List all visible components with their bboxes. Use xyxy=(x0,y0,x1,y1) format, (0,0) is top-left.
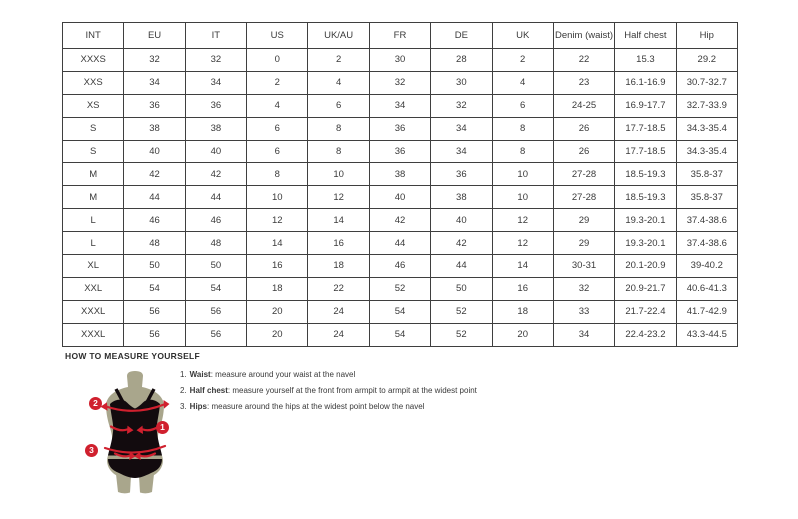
mannequin-illustration xyxy=(80,368,190,496)
table-cell: 30 xyxy=(431,71,492,94)
table-row xyxy=(63,49,738,72)
table-cell: 27-28 xyxy=(553,163,614,186)
table-cell: 30.7-32.7 xyxy=(676,71,737,94)
table-cell: 34.3-35.4 xyxy=(676,140,737,163)
table-cell: 56 xyxy=(185,300,246,323)
measurement-marker-chest: 2 xyxy=(89,397,102,410)
table-cell: 4 xyxy=(247,94,308,117)
column-header: UK/AU xyxy=(308,23,369,49)
step-text: : measure around your waist at the navel xyxy=(210,370,356,379)
table-cell: 21.7-22.4 xyxy=(615,300,676,323)
column-header: INT xyxy=(63,23,124,49)
table-cell: 22 xyxy=(553,49,614,72)
table-cell: 34 xyxy=(431,140,492,163)
table-cell: 32 xyxy=(185,49,246,72)
table-cell: 19.3-20.1 xyxy=(615,232,676,255)
table-cell: 40 xyxy=(431,209,492,232)
table-row xyxy=(63,209,738,232)
table-cell: 4 xyxy=(308,71,369,94)
table-cell: 14 xyxy=(247,232,308,255)
table-cell: 38 xyxy=(431,186,492,209)
table-cell: 37.4-38.6 xyxy=(676,232,737,255)
table-cell: 29 xyxy=(553,232,614,255)
table-cell: 17.7-18.5 xyxy=(615,117,676,140)
table-cell: 32 xyxy=(553,277,614,300)
table-cell: XXXL xyxy=(63,323,124,346)
table-cell: 54 xyxy=(369,300,430,323)
table-cell: 38 xyxy=(124,117,185,140)
table-cell: 18.5-19.3 xyxy=(615,186,676,209)
table-cell: 12 xyxy=(492,232,553,255)
table-row xyxy=(63,300,738,323)
table-cell: 30-31 xyxy=(553,255,614,278)
column-header: EU xyxy=(124,23,185,49)
column-header: DE xyxy=(431,23,492,49)
table-cell: 52 xyxy=(431,300,492,323)
table-cell: 10 xyxy=(492,163,553,186)
table-cell: 16.9-17.7 xyxy=(615,94,676,117)
table-row xyxy=(63,140,738,163)
table-cell: 56 xyxy=(124,300,185,323)
table-row xyxy=(63,277,738,300)
table-cell: 44 xyxy=(431,255,492,278)
column-header: Half chest xyxy=(615,23,676,49)
table-cell: 24 xyxy=(308,323,369,346)
table-cell: 8 xyxy=(308,117,369,140)
table-header-row xyxy=(63,23,738,49)
table-row xyxy=(63,163,738,186)
measure-step-half-chest xyxy=(180,383,477,399)
measurement-marker-waist: 1 xyxy=(156,421,169,434)
table-row xyxy=(63,94,738,117)
table-cell: XXXS xyxy=(63,49,124,72)
table-cell: 24 xyxy=(308,300,369,323)
step-number: 1. xyxy=(180,370,187,379)
table-cell: 20.1-20.9 xyxy=(615,255,676,278)
table-cell: 8 xyxy=(492,117,553,140)
table-cell: 29.2 xyxy=(676,49,737,72)
column-header: FR xyxy=(369,23,430,49)
table-cell: M xyxy=(63,186,124,209)
table-cell: 14 xyxy=(492,255,553,278)
table-row xyxy=(63,323,738,346)
table-cell: 38 xyxy=(185,117,246,140)
table-cell: 32 xyxy=(124,49,185,72)
table-cell: S xyxy=(63,140,124,163)
table-cell: 32 xyxy=(431,94,492,117)
table-cell: 41.7-42.9 xyxy=(676,300,737,323)
table-cell: 54 xyxy=(124,277,185,300)
table-cell: 40 xyxy=(185,140,246,163)
table-cell: 48 xyxy=(185,232,246,255)
table-cell: 2 xyxy=(308,49,369,72)
table-row xyxy=(63,71,738,94)
table-cell: 35.8-37 xyxy=(676,186,737,209)
table-cell: 44 xyxy=(185,186,246,209)
table-cell: 46 xyxy=(185,209,246,232)
table-cell: 26 xyxy=(553,140,614,163)
table-cell: 16.1-16.9 xyxy=(615,71,676,94)
step-term: Waist xyxy=(189,370,211,379)
table-cell: 40 xyxy=(369,186,430,209)
table-cell: 46 xyxy=(124,209,185,232)
table-cell: 28 xyxy=(431,49,492,72)
table-cell: 30 xyxy=(369,49,430,72)
table-cell: 20.9-21.7 xyxy=(615,277,676,300)
table-cell: 18 xyxy=(308,255,369,278)
step-text: : measure yourself at the front from armpit to armpit at the widest point xyxy=(227,386,477,395)
measure-instructions-list xyxy=(180,367,477,415)
table-cell: 42 xyxy=(124,163,185,186)
table-cell: 2 xyxy=(492,49,553,72)
measure-step-hips xyxy=(180,399,477,415)
table-cell: 19.3-20.1 xyxy=(615,209,676,232)
table-cell: 29 xyxy=(553,209,614,232)
size-chart-table xyxy=(62,22,738,347)
table-cell: 34 xyxy=(124,71,185,94)
table-cell: 2 xyxy=(247,71,308,94)
table-row xyxy=(63,232,738,255)
step-text: : measure around the hips at the widest point below the navel xyxy=(207,402,425,411)
table-cell: 34 xyxy=(431,117,492,140)
table-cell: 12 xyxy=(492,209,553,232)
table-cell: 16 xyxy=(247,255,308,278)
column-header: UK xyxy=(492,23,553,49)
table-cell: 36 xyxy=(369,140,430,163)
column-header: Denim (waist) xyxy=(553,23,614,49)
table-cell: 8 xyxy=(308,140,369,163)
table-cell: 26 xyxy=(553,117,614,140)
table-cell: 42 xyxy=(431,232,492,255)
table-cell: 12 xyxy=(247,209,308,232)
table-cell: 56 xyxy=(185,323,246,346)
table-cell: 33 xyxy=(553,300,614,323)
table-cell: 27-28 xyxy=(553,186,614,209)
table-cell: 54 xyxy=(185,277,246,300)
table-cell: 32.7-33.9 xyxy=(676,94,737,117)
table-cell: 20 xyxy=(492,323,553,346)
table-cell: 56 xyxy=(124,323,185,346)
table-cell: 42 xyxy=(185,163,246,186)
table-cell: 20 xyxy=(247,323,308,346)
table-cell: 17.7-18.5 xyxy=(615,140,676,163)
table-cell: 12 xyxy=(308,186,369,209)
table-cell: 36 xyxy=(431,163,492,186)
table-cell: 36 xyxy=(124,94,185,117)
step-term: Hips xyxy=(189,402,208,411)
table-cell: 6 xyxy=(308,94,369,117)
table-cell: 44 xyxy=(124,186,185,209)
table-cell: 52 xyxy=(431,323,492,346)
table-cell: 4 xyxy=(492,71,553,94)
table-cell: 46 xyxy=(369,255,430,278)
table-cell: 16 xyxy=(492,277,553,300)
table-cell: 34.3-35.4 xyxy=(676,117,737,140)
table-cell: S xyxy=(63,117,124,140)
table-cell: 18 xyxy=(492,300,553,323)
table-cell: 18 xyxy=(247,277,308,300)
table-cell: 10 xyxy=(247,186,308,209)
table-cell: XXXL xyxy=(63,300,124,323)
mannequin-figure xyxy=(80,368,190,496)
table-cell: 34 xyxy=(369,94,430,117)
table-cell: 20 xyxy=(247,300,308,323)
column-header: US xyxy=(247,23,308,49)
table-cell: 6 xyxy=(492,94,553,117)
table-cell: XL xyxy=(63,255,124,278)
step-term: Half chest xyxy=(189,386,228,395)
table-cell: 22.4-23.2 xyxy=(615,323,676,346)
table-cell: 0 xyxy=(247,49,308,72)
table-cell: 8 xyxy=(247,163,308,186)
table-cell: 52 xyxy=(369,277,430,300)
measure-section-heading: HOW TO MEASURE YOURSELF xyxy=(65,351,201,361)
table-cell: 14 xyxy=(308,209,369,232)
table-cell: 8 xyxy=(492,140,553,163)
table-cell: 16 xyxy=(308,232,369,255)
measurement-marker-hips: 3 xyxy=(85,444,98,457)
table-cell: 22 xyxy=(308,277,369,300)
table-cell: 32 xyxy=(369,71,430,94)
table-cell: 34 xyxy=(185,71,246,94)
table-cell: 36 xyxy=(185,94,246,117)
table-cell: 54 xyxy=(369,323,430,346)
table-cell: 10 xyxy=(492,186,553,209)
table-cell: 37.4-38.6 xyxy=(676,209,737,232)
table-row xyxy=(63,255,738,278)
table-cell: 50 xyxy=(124,255,185,278)
table-cell: 38 xyxy=(369,163,430,186)
table-cell: 43.3-44.5 xyxy=(676,323,737,346)
table-row xyxy=(63,117,738,140)
table-cell: XS xyxy=(63,94,124,117)
table-cell: 39-40.2 xyxy=(676,255,737,278)
table-row xyxy=(63,186,738,209)
table-cell: 18.5-19.3 xyxy=(615,163,676,186)
table-cell: 23 xyxy=(553,71,614,94)
table-cell: 34 xyxy=(553,323,614,346)
table-cell: 35.8-37 xyxy=(676,163,737,186)
measure-step-waist xyxy=(180,367,477,383)
table-cell: 6 xyxy=(247,117,308,140)
column-header: IT xyxy=(185,23,246,49)
step-number: 2. xyxy=(180,386,187,395)
table-cell: 36 xyxy=(369,117,430,140)
table-cell: XXL xyxy=(63,277,124,300)
column-header: Hip xyxy=(676,23,737,49)
table-cell: 48 xyxy=(124,232,185,255)
table-cell: XXS xyxy=(63,71,124,94)
table-cell: 42 xyxy=(369,209,430,232)
table-cell: 44 xyxy=(369,232,430,255)
table-cell: 6 xyxy=(247,140,308,163)
table-cell: 15.3 xyxy=(615,49,676,72)
table-cell: 40 xyxy=(124,140,185,163)
table-cell: 50 xyxy=(185,255,246,278)
table-cell: L xyxy=(63,209,124,232)
table-cell: 50 xyxy=(431,277,492,300)
table-cell: M xyxy=(63,163,124,186)
step-number: 3. xyxy=(180,402,187,411)
table-cell: 40.6-41.3 xyxy=(676,277,737,300)
table-cell: 24-25 xyxy=(553,94,614,117)
table-cell: L xyxy=(63,232,124,255)
table-cell: 10 xyxy=(308,163,369,186)
